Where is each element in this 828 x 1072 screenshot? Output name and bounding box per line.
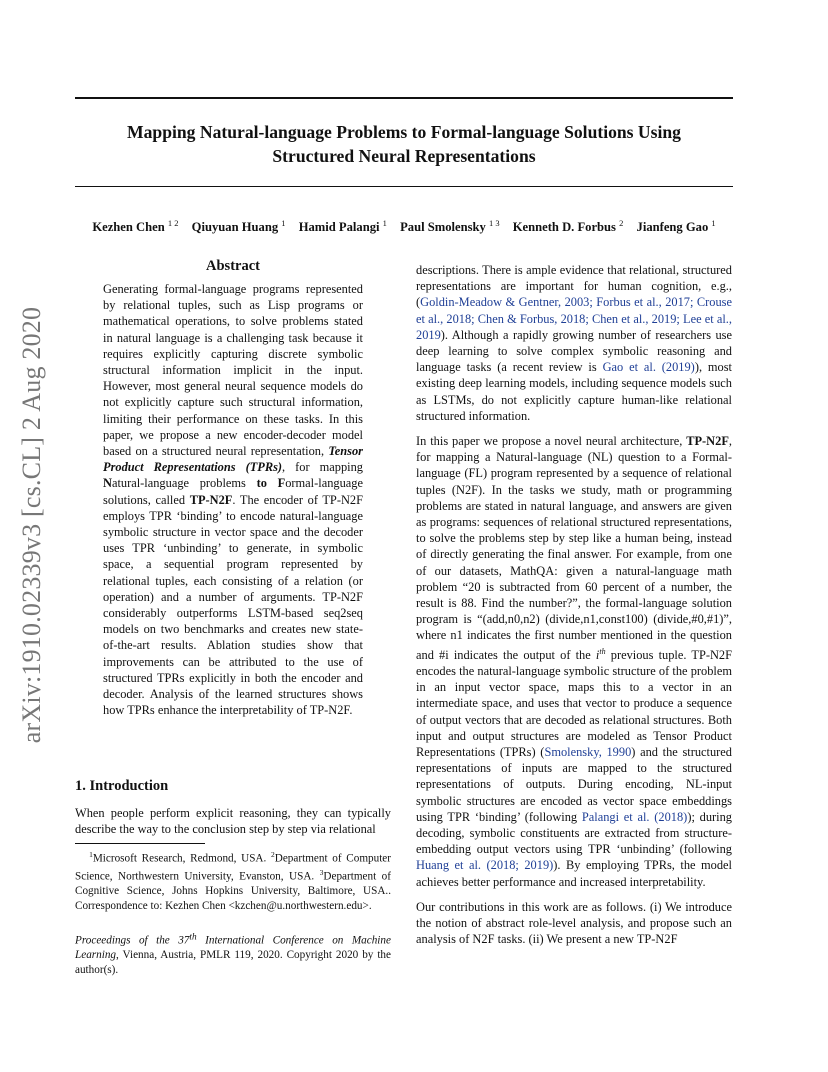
introduction-heading: 1. Introduction <box>75 778 169 794</box>
author: Kezhen Chen $^{1 2}$ <box>92 218 179 235</box>
body-paragraph: In this paper we propose a novel neural architecture, TP-N2F, for mapping a Natural-language (NL) question to a Formal-language (FL) program represented by a sequence of relational tuples (N2F). In the tasks we study, math or programming problems are stated in natural language, and answers are given as programs: sequences of relational structured representations, to solve the problems step by step like a human being, instead of directly generating the final answer. For example, from one of our datasets, MathQA: given a natural-language math problem “20 is subtracted from 60 percent of a number, the result is 88. Find the number?”, the formal-language solution program is “(add,n0,n2) (divide,n1,const100) (divide,#0,#1)”, where n1 indicates the first number mentioned in the question and #i indicates the output of the $i^{th}$ previous tuple. TP-N2F encodes the natural-language symbolic structure of the problem in an input vector space, maps this to a vector in an intermediate space, and uses that vector to produce a sequence of output vectors that are decoded as relational structures. Both input and output structures are modeled as Tensor Product Representations (TPRs) (Smolensky, 1990) and the structured representations of inputs are mapped to the structured representations of outputs. During encoding, NL-input symbolic structures are encoded as vector space embeddings using TPR ‘binding’ (following Palangi et al. (2018)); during decoding, symbolic constituents are extracted from structure-embedding output vectors using TPR ‘unbinding’ (following Huang et al. (2018; 2019)). By employing TPRs, the model achieves better performance and increased interpretability. <box>416 434 733 889</box>
proceedings-note: Proceedings of the 37th International Conference on Machine Learning, Vienna, Austria, PMLR 119, 2020. Copyright 2020 by the author(s). <box>75 932 391 976</box>
title-bottom-rule <box>75 186 733 187</box>
arxiv-sidebar <box>0 0 60 1072</box>
paper-title <box>75 120 733 168</box>
citation-link[interactable]: Smolensky, 1990 <box>544 745 632 760</box>
body-paragraph: Our contributions in this work are as follows. (i) We introduce the notion of abstract role-level analysis, and propose such an analysis of N2F tasks. (ii) We present a new TP-N2F <box>416 899 732 947</box>
author: Kenneth D. Forbus $^2$ <box>512 218 624 235</box>
author: Hamid Palangi $^1$ <box>298 218 387 235</box>
author-list <box>75 214 733 236</box>
left-column <box>75 258 391 718</box>
title-line-1: Mapping Natural-language Problems to Formal-language Solutions Using <box>127 122 681 142</box>
footnote-rule <box>75 843 205 844</box>
abstract-body: Generating formal-language programs represented by relational tuples, such as Lisp programs or mathematical operations, to solve problems stated in natural language is a challenging task because it requires explicitly capturing discrete symbolic structural information implicit in the input. However, most general neural sequence models do not explicitly capture such structural information, limiting their performance on these tasks. In this paper, we propose a new encoder-decoder model based on a structured neural representation, Tensor Product Representations (TPRs), for mapping Natural-language problems to Formal-language solutions, called TP-N2F. The encoder of TP-N2F employs TPR ‘binding’ to encode natural-language symbolic structure in vector space and the decoder uses TPR ‘unbinding’ to generate, in symbolic space, a sequential program represented by relational tuples, each consisting of a relation (or operation) and a number of arguments. TP-N2F considerably outperforms LSTM-based seq2seq models on two benchmarks and creates new state-of-the-art results. Ablation studies show that improvements can be attributed to the use of structured TPRs explicitly in both the encoder and decoder. Analysis of the learned structures shows how TPRs enhance the interpretability of TP-N2F. <box>103 282 363 718</box>
citation-link[interactable]: Huang et al. (2018; 2019) <box>416 858 554 873</box>
citation-link[interactable]: Gao et al. (2019) <box>602 360 695 375</box>
author: Qiuyuan Huang $^1$ <box>191 218 286 235</box>
title-top-rule <box>75 97 733 99</box>
citation-link[interactable]: Palangi et al. (2018) <box>581 809 688 824</box>
author: Paul Smolensky $^{1 3}$ <box>400 218 500 235</box>
right-column <box>416 262 732 956</box>
title-line-2: Structured Neural Representations <box>272 146 536 166</box>
author: Jianfeng Gao $^1$ <box>636 218 716 235</box>
arxiv-identifier: arXiv:1910.02339v3 [cs.CL] 2 Aug 2020 <box>17 306 46 744</box>
citation-link[interactable]: Goldin-Meadow & Gentner, 2003; Forbus et al., 2017; Crouse et al., 2018; Chen & Forbus, 2018; Chen et al., 2019; Lee et al., 2019 <box>416 295 732 342</box>
introduction-paragraph: When people perform explicit reasoning, they can typically describe the way to the conclusion step by step via relational <box>75 806 391 837</box>
affiliation-footnote: $^1$Microsoft Research, Redmond, USA. $^2$Department of Computer Science, Northwestern University, Evanston, USA. $^3$Department of Cognitive Science, Johns Hopkins University, Baltimore, USA.. Correspondence to: Kezhen Chen <kzchen@u.northwestern.edu>. <box>75 850 392 912</box>
body-paragraph: descriptions. There is ample evidence that relational, structured representations are important for human cognition, e.g., (Goldin-Meadow & Gentner, 2003; Forbus et al., 2017; Crouse et al., 2018; Chen & Forbus, 2018; Chen et al., 2019; Lee et al., 2019). Although a rapidly growing number of researchers use deep learning to solve complex symbolic reasoning and language tasks (a recent review is Gao et al. (2019)), most existing deep learning models, including sequence models such as LSTMs, do not explicitly capture human-like relational structured information. <box>416 263 732 423</box>
abstract-heading: Abstract <box>206 258 260 274</box>
